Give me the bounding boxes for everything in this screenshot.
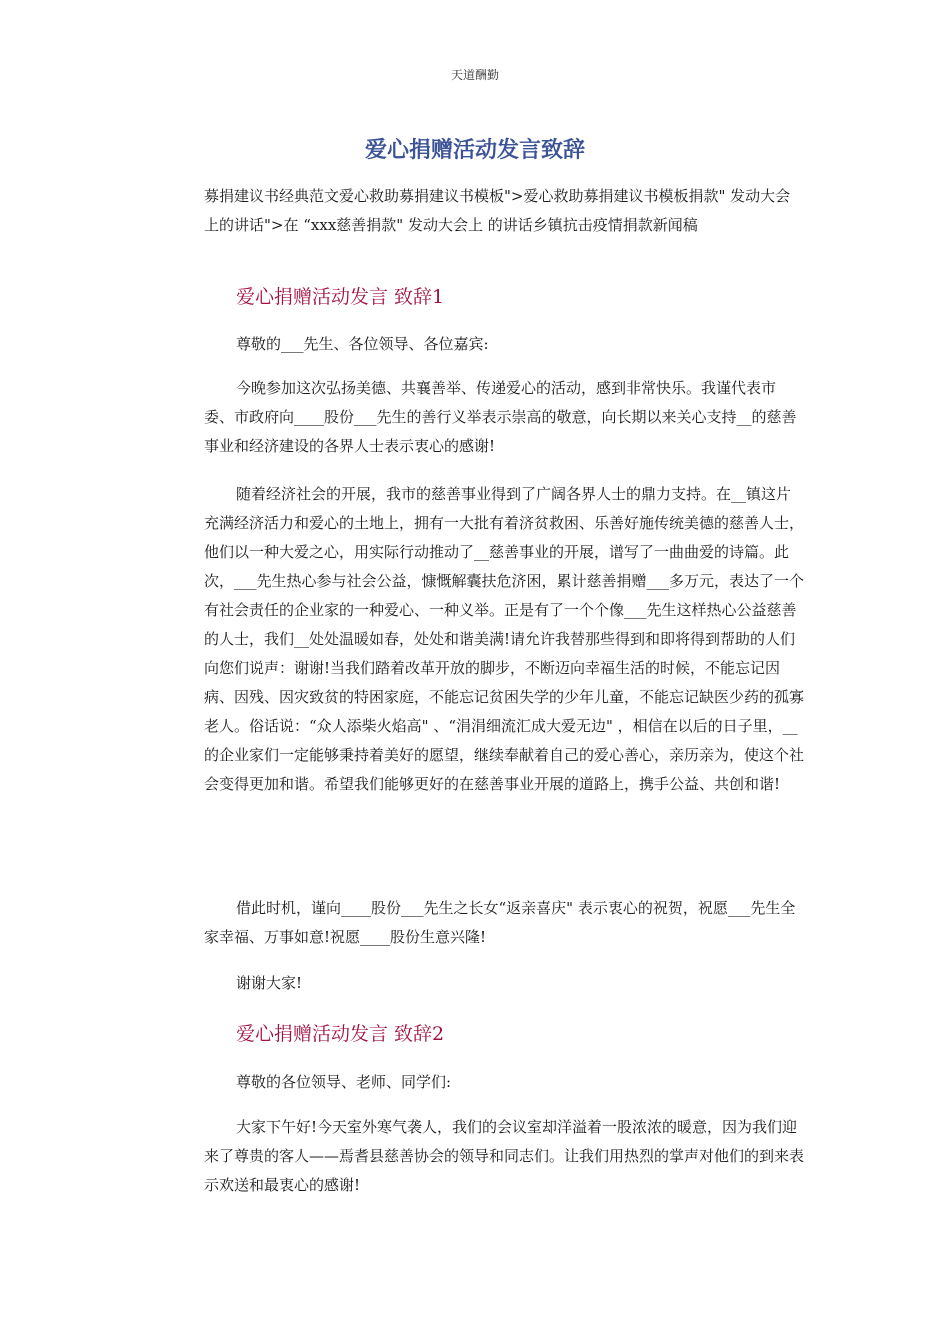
- section-1-paragraph-5: 谢谢大家!: [236, 974, 303, 992]
- document-title: 爱心捐赠活动发言致辞: [364, 138, 585, 163]
- intro-paragraph: 募捐建议书经典范文爱心救助募捐建议书模板">爱心救助募捐建议书模板捐款" 发动大会上的讲话">在 “xxx慈善捐款" 发动大会上 的讲话乡镇抗击疫情捐款新闻稿: [204, 187, 791, 234]
- section-1-paragraph-1: 尊敬的___先生、各位领导、各位嘉宾:: [236, 335, 489, 353]
- page-header: 天道酬勤: [450, 68, 499, 82]
- section-1-heading: 爱心捐赠活动发言 致辞1: [236, 286, 445, 308]
- section-1-paragraph-2: 今晚参加这次弘扬美德、共襄善举、传递爱心的活动，感到非常快乐。我谨代表市委、市政府向____股份___先生的善行义举表示崇高的敬意，向长期以来关心支持__的慈善事业和经济建设的各界人士表示衷心的感谢!: [204, 379, 797, 455]
- section-2-heading: 爱心捐赠活动发言 致辞2: [236, 1023, 445, 1045]
- section-2-paragraph-1: 尊敬的各位领导、老师、同学们:: [236, 1073, 452, 1091]
- section-1-paragraph-4: 借此时机，谨向____股份___先生之长女“返亲喜庆" 表示衷心的祝贺，祝愿___先生全家幸福、万事如意!祝愿____股份生意兴隆!: [204, 899, 796, 946]
- section-1-paragraph-3: 随着经济社会的开展，我市的慈善事业得到了广阔各界人士的鼎力支持。在__镇这片充满经济活力和爱心的土地上，拥有一大批有着济贫救困、乐善好施传统美德的慈善人士，他们以一种大爱之心，用实际行动推动了__慈善事业的开展，谱写了一曲曲爱的诗篇。此次，___先生热心参与社会公益，慷慨解囊扶危济困，累计慈善捐赠___多万元，表达了一个有社会责任的企业家的一种爱心、一种义举。正是有了一个个像___先生这样热心公益慈善的人士，我们__处处温暖如春，处处和谐美满!请允许我替那些得到和即将得到帮助的人们向您们说声：谢谢!当我们踏着改革开放的脚步，不断迈向幸福生活的时候，不能忘记因病、因残、因灾致贫的特困家庭，不能忘记贫困失学的少年儿童，不能忘记缺医少药的孤寡老人。俗话说：“众人添柴火焰高" 、“涓涓细流汇成大爱无边" ，相信在以后的日子里，__的企业家们一定能够秉持着美好的愿望，继续奉献着自己的爱心善心，亲历亲为，使这个社会变得更加和谐。希望我们能够更好的在慈善事业开展的道路上，携手公益、共创和谐!: [204, 485, 805, 793]
- section-2-paragraph-2: 大家下午好!今天室外寒气袭人，我们的会议室却洋溢着一股浓浓的暖意，因为我们迎来了尊贵的客人——焉耆县慈善协会的领导和同志们。让我们用热烈的掌声对他们的到来表示欢送和最衷心的感谢!: [204, 1118, 805, 1194]
